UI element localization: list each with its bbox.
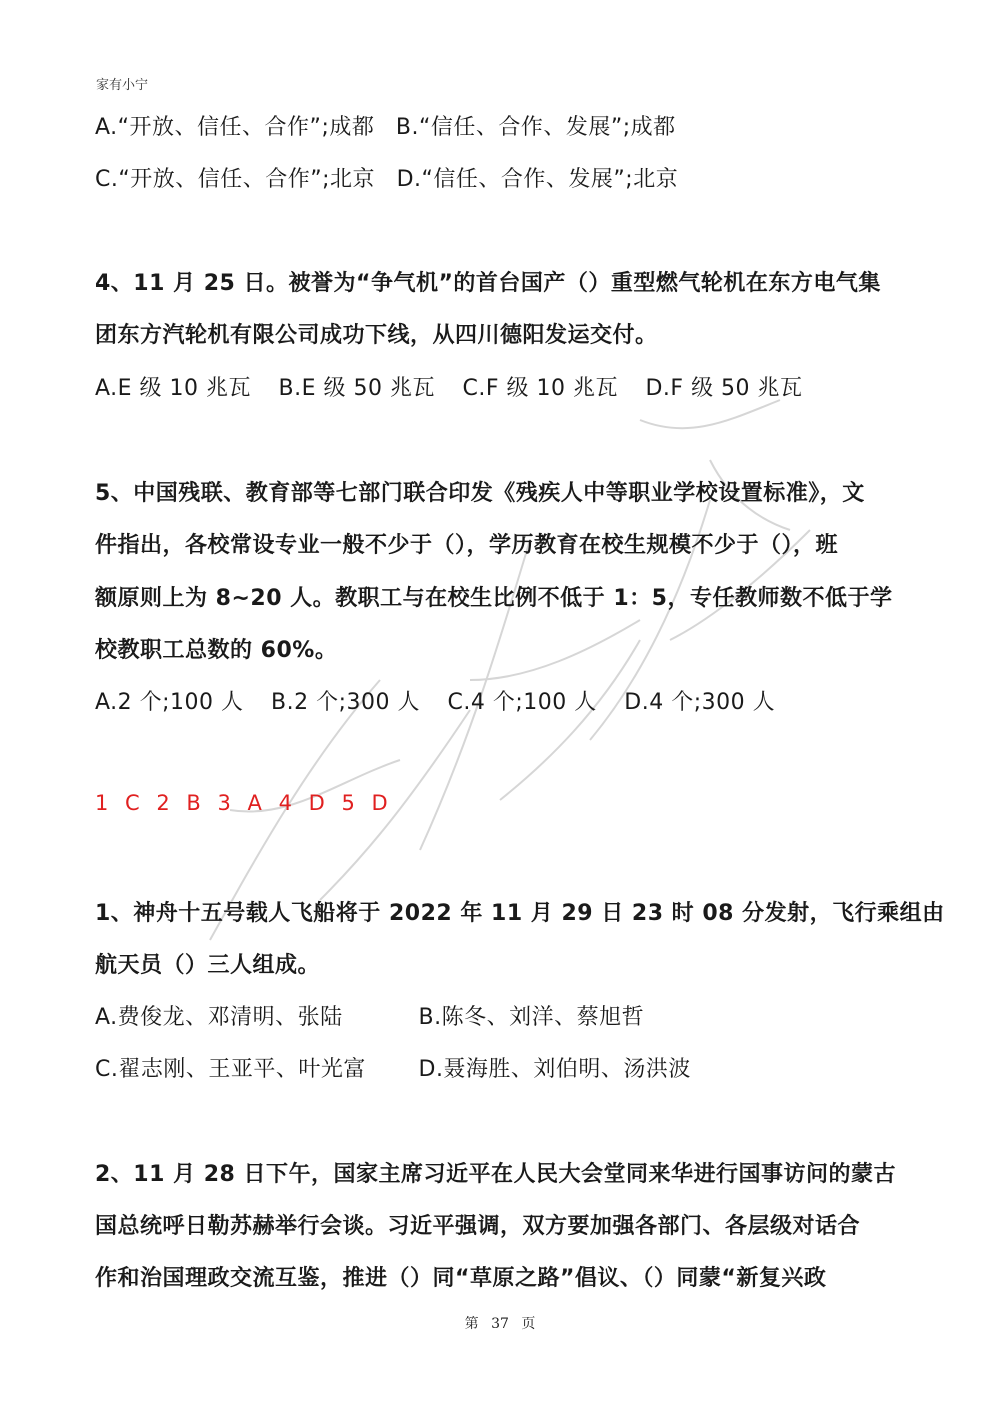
answer-key: 1 C 2 B 3 A 4 D 5 D bbox=[95, 791, 393, 815]
q4-text-line-2: 团东方汽轮机有限公司成功下线，从四川德阳发运交付。 bbox=[95, 323, 658, 348]
q1-options-line-1 bbox=[95, 1000, 644, 1031]
option-d: D.F 级 50 兆瓦 bbox=[645, 376, 803, 401]
option-c: C.翟志刚、王亚平、叶光富 bbox=[95, 1057, 366, 1082]
option-b: B.“信任、合作、发展”;成都 bbox=[395, 115, 676, 140]
option-b: B.2 个;300 人 bbox=[271, 690, 421, 715]
option-a: A.费俊龙、邓清明、张陆 bbox=[95, 1005, 343, 1030]
page-prefix: 第 bbox=[464, 1316, 479, 1332]
option-b: B.E 级 50 兆瓦 bbox=[278, 376, 435, 401]
page-footer bbox=[0, 1313, 1000, 1333]
prev-options-line-1 bbox=[95, 110, 676, 141]
prev-options-line-2 bbox=[95, 162, 678, 193]
q2-text-line-3: 作和治国理政交流互鉴，推进（）同“草原之路”倡议、（）同蒙“新复兴政 bbox=[95, 1266, 827, 1291]
option-a: A.E 级 10 兆瓦 bbox=[95, 376, 252, 401]
option-d: D.4 个;300 人 bbox=[624, 690, 776, 715]
q4-options bbox=[95, 371, 803, 402]
q5-text-line-4: 校教职工总数的 60%。 bbox=[95, 638, 338, 663]
q5-text-line-2: 件指出，各校常设专业一般不少于（），学历教育在校生规模不少于（），班 bbox=[95, 533, 839, 558]
q4-text-line-1: 4、11 月 25 日。被誉为“争气机”的首台国产（）重型燃气轮机在东方电气集 bbox=[95, 271, 881, 296]
q5-text-line-1: 5、中国残联、教育部等七部门联合印发《残疾人中等职业学校设置标准》，文 bbox=[95, 481, 865, 506]
option-a: A.“开放、信任、合作”;成都 bbox=[95, 115, 375, 140]
q1-text-line-2: 航天员（）三人组成。 bbox=[95, 953, 321, 978]
q1-options-line-2 bbox=[95, 1052, 691, 1083]
option-c: C.“开放、信任、合作”;北京 bbox=[95, 167, 376, 192]
watermark-graphic bbox=[170, 380, 850, 980]
option-c: C.4 个;100 人 bbox=[447, 690, 597, 715]
option-d: D.聂海胜、刘伯明、汤洪波 bbox=[418, 1057, 691, 1082]
q5-text-line-3: 额原则上为 8~20 人。教职工与在校生比例不低于 1：5，专任教师数不低于学 bbox=[95, 586, 893, 611]
header-brand: 家有小宁 bbox=[96, 78, 149, 93]
q1-text-line-1: 1、神舟十五号载人飞船将于 2022 年 11 月 29 日 23 时 08 分发射，飞行乘组由 bbox=[95, 901, 945, 926]
option-d: D.“信任、合作、发展”;北京 bbox=[396, 167, 679, 192]
option-b: B.陈冬、刘洋、蔡旭哲 bbox=[418, 1005, 645, 1030]
page-number: 37 bbox=[491, 1316, 509, 1332]
q2-text-line-2: 国总统呼日勒苏赫举行会谈。习近平强调，双方要加强各部门、各层级对话合 bbox=[95, 1214, 861, 1239]
option-a: A.2 个;100 人 bbox=[95, 690, 244, 715]
q2-text-line-1: 2、11 月 28 日下午，国家主席习近平在人民大会堂同来华进行国事访问的蒙古 bbox=[95, 1162, 897, 1187]
option-c: C.F 级 10 兆瓦 bbox=[462, 376, 618, 401]
page-suffix: 页 bbox=[521, 1316, 536, 1332]
q5-options bbox=[95, 685, 775, 716]
